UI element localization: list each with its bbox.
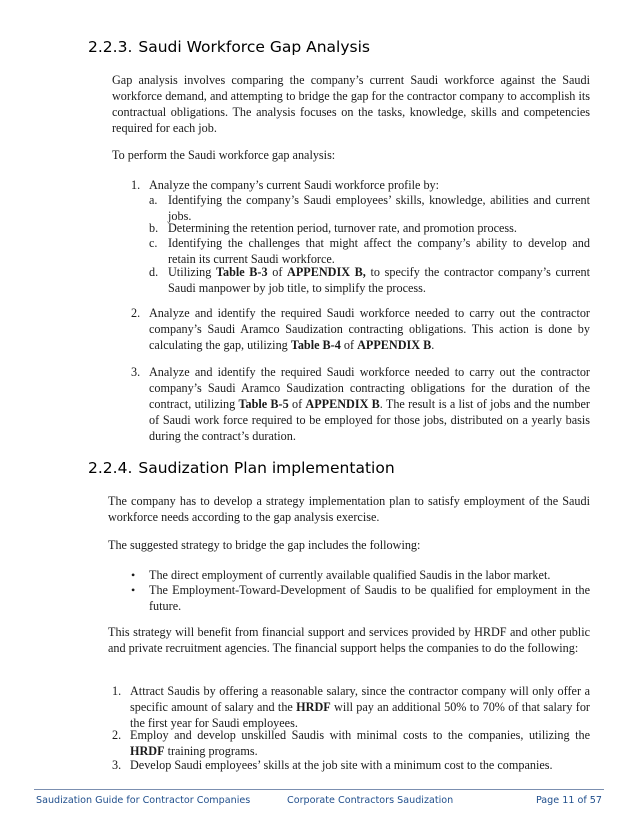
table-reference: Table B-5 bbox=[238, 397, 289, 411]
footer-section-name: Corporate Contractors Saudization bbox=[287, 795, 454, 806]
bullet-dot: • bbox=[131, 568, 136, 582]
strategy-bullet-1: The direct employment of currently available qualified Saudis in the labor market. bbox=[149, 568, 551, 582]
financial-support-paragraph: This strategy will benefit from financial support and services provided by HRDF and other public and private recruitment agencies. The financial support helps the companies to do the following: bbox=[108, 625, 590, 655]
step-marker: 2. bbox=[131, 306, 141, 320]
substep-marker: d. bbox=[149, 265, 159, 279]
gap-analysis-lead: To perform the Saudi workforce gap analysis: bbox=[112, 148, 336, 162]
step-3-text: Analyze and identify the required Saudi workforce needed to carry out the contractor company’s Saudi Aramco Saudization contracting obligations for the duration of the contract, utilizing Table B-5 of APPENDIX B. The result is a list of jobs and the number of Saudi work force required to be employed for those jobs, distributed on a yearly basis during the contract’s duration. bbox=[149, 365, 590, 443]
section-title: Saudi Workforce Gap Analysis bbox=[138, 38, 370, 56]
section-title: Saudization Plan implementation bbox=[138, 459, 395, 477]
step-marker: 3. bbox=[131, 365, 141, 379]
strategy-bullet-2: The Employment-Toward-Development of Saudis to be qualified for employment in the future. bbox=[149, 583, 590, 613]
substep-marker: c. bbox=[149, 236, 158, 250]
section-number: 2.2.4. bbox=[88, 459, 133, 477]
gap-analysis-intro: Gap analysis involves comparing the company’s current Saudi workforce against the Saudi workforce demand, and attempting to bridge the gap for the contractor company to accomplish its contractual obligations. The analysis focuses on the tasks, knowledge, skills and competencies required for each job. bbox=[112, 73, 590, 135]
step-1-text: Analyze the company’s current Saudi workforce profile by: bbox=[149, 178, 440, 192]
substep-a-text: Identifying the company’s Saudi employees’ skills, knowledge, abilities and current jobs. bbox=[168, 193, 590, 223]
appendix-reference: APPENDIX B bbox=[305, 397, 380, 411]
substep-marker: a. bbox=[149, 193, 158, 207]
substep-c-text: Identifying the challenges that might affect the company’s ability to develop and retain its current Saudi workforce. bbox=[168, 236, 590, 266]
table-reference: Table B-3 bbox=[215, 265, 268, 279]
hrdf-reference: HRDF bbox=[296, 700, 331, 714]
substep-b-text: Determining the retention period, turnover rate, and promotion process. bbox=[168, 221, 517, 235]
section-heading-saudization-plan bbox=[88, 459, 395, 477]
substep-marker: b. bbox=[149, 221, 159, 235]
step-2-text: Analyze and identify the required Saudi workforce needed to carry out the contractor company’s Saudi Aramco Saudization contracting obligations. This action is done by calculating the gap, utilizing Table B-4 of APPENDIX B. bbox=[149, 306, 590, 352]
section-heading-gap-analysis bbox=[88, 38, 370, 56]
hrdf-reference: HRDF bbox=[130, 744, 165, 758]
support-item-2: Employ and develop unskilled Saudis with minimal costs to the companies, utilizing the HRDF training programs. bbox=[130, 728, 590, 758]
plan-intro: The company has to develop a strategy implementation plan to satisfy employment of the Saudi workforce needs according to the gap analysis exercise. bbox=[108, 494, 590, 524]
support-item-3: Develop Saudi employees’ skills at the job site with a minimum cost to the companies. bbox=[130, 758, 553, 772]
footer-divider bbox=[34, 789, 604, 790]
table-reference: Table B-4 bbox=[290, 338, 341, 352]
section-number: 2.2.3. bbox=[88, 38, 133, 56]
footer-document-title: Saudization Guide for Contractor Companies bbox=[36, 795, 251, 806]
appendix-reference: APPENDIX B bbox=[357, 338, 432, 352]
substep-d-text: Utilizing Table B-3 of APPENDIX B, to specify the contractor company’s current Saudi manpower by job title, to simplify the process. bbox=[168, 265, 590, 295]
step-marker: 1. bbox=[131, 178, 141, 192]
support-item-1: Attract Saudis by offering a reasonable salary, since the contractor company will only offer a specific amount of salary and the HRDF will pay an additional 50% to 70% of that salary for the first year for Saudi employees. bbox=[130, 684, 590, 730]
plan-lead: The suggested strategy to bridge the gap includes the following: bbox=[108, 538, 421, 552]
item-marker: 3. bbox=[112, 758, 122, 772]
footer-page-number: Page 11 of 57 bbox=[535, 795, 602, 806]
item-marker: 1. bbox=[112, 684, 122, 698]
item-marker: 2. bbox=[112, 728, 122, 742]
bullet-dot: • bbox=[131, 583, 136, 597]
appendix-reference: APPENDIX B, bbox=[287, 265, 366, 279]
